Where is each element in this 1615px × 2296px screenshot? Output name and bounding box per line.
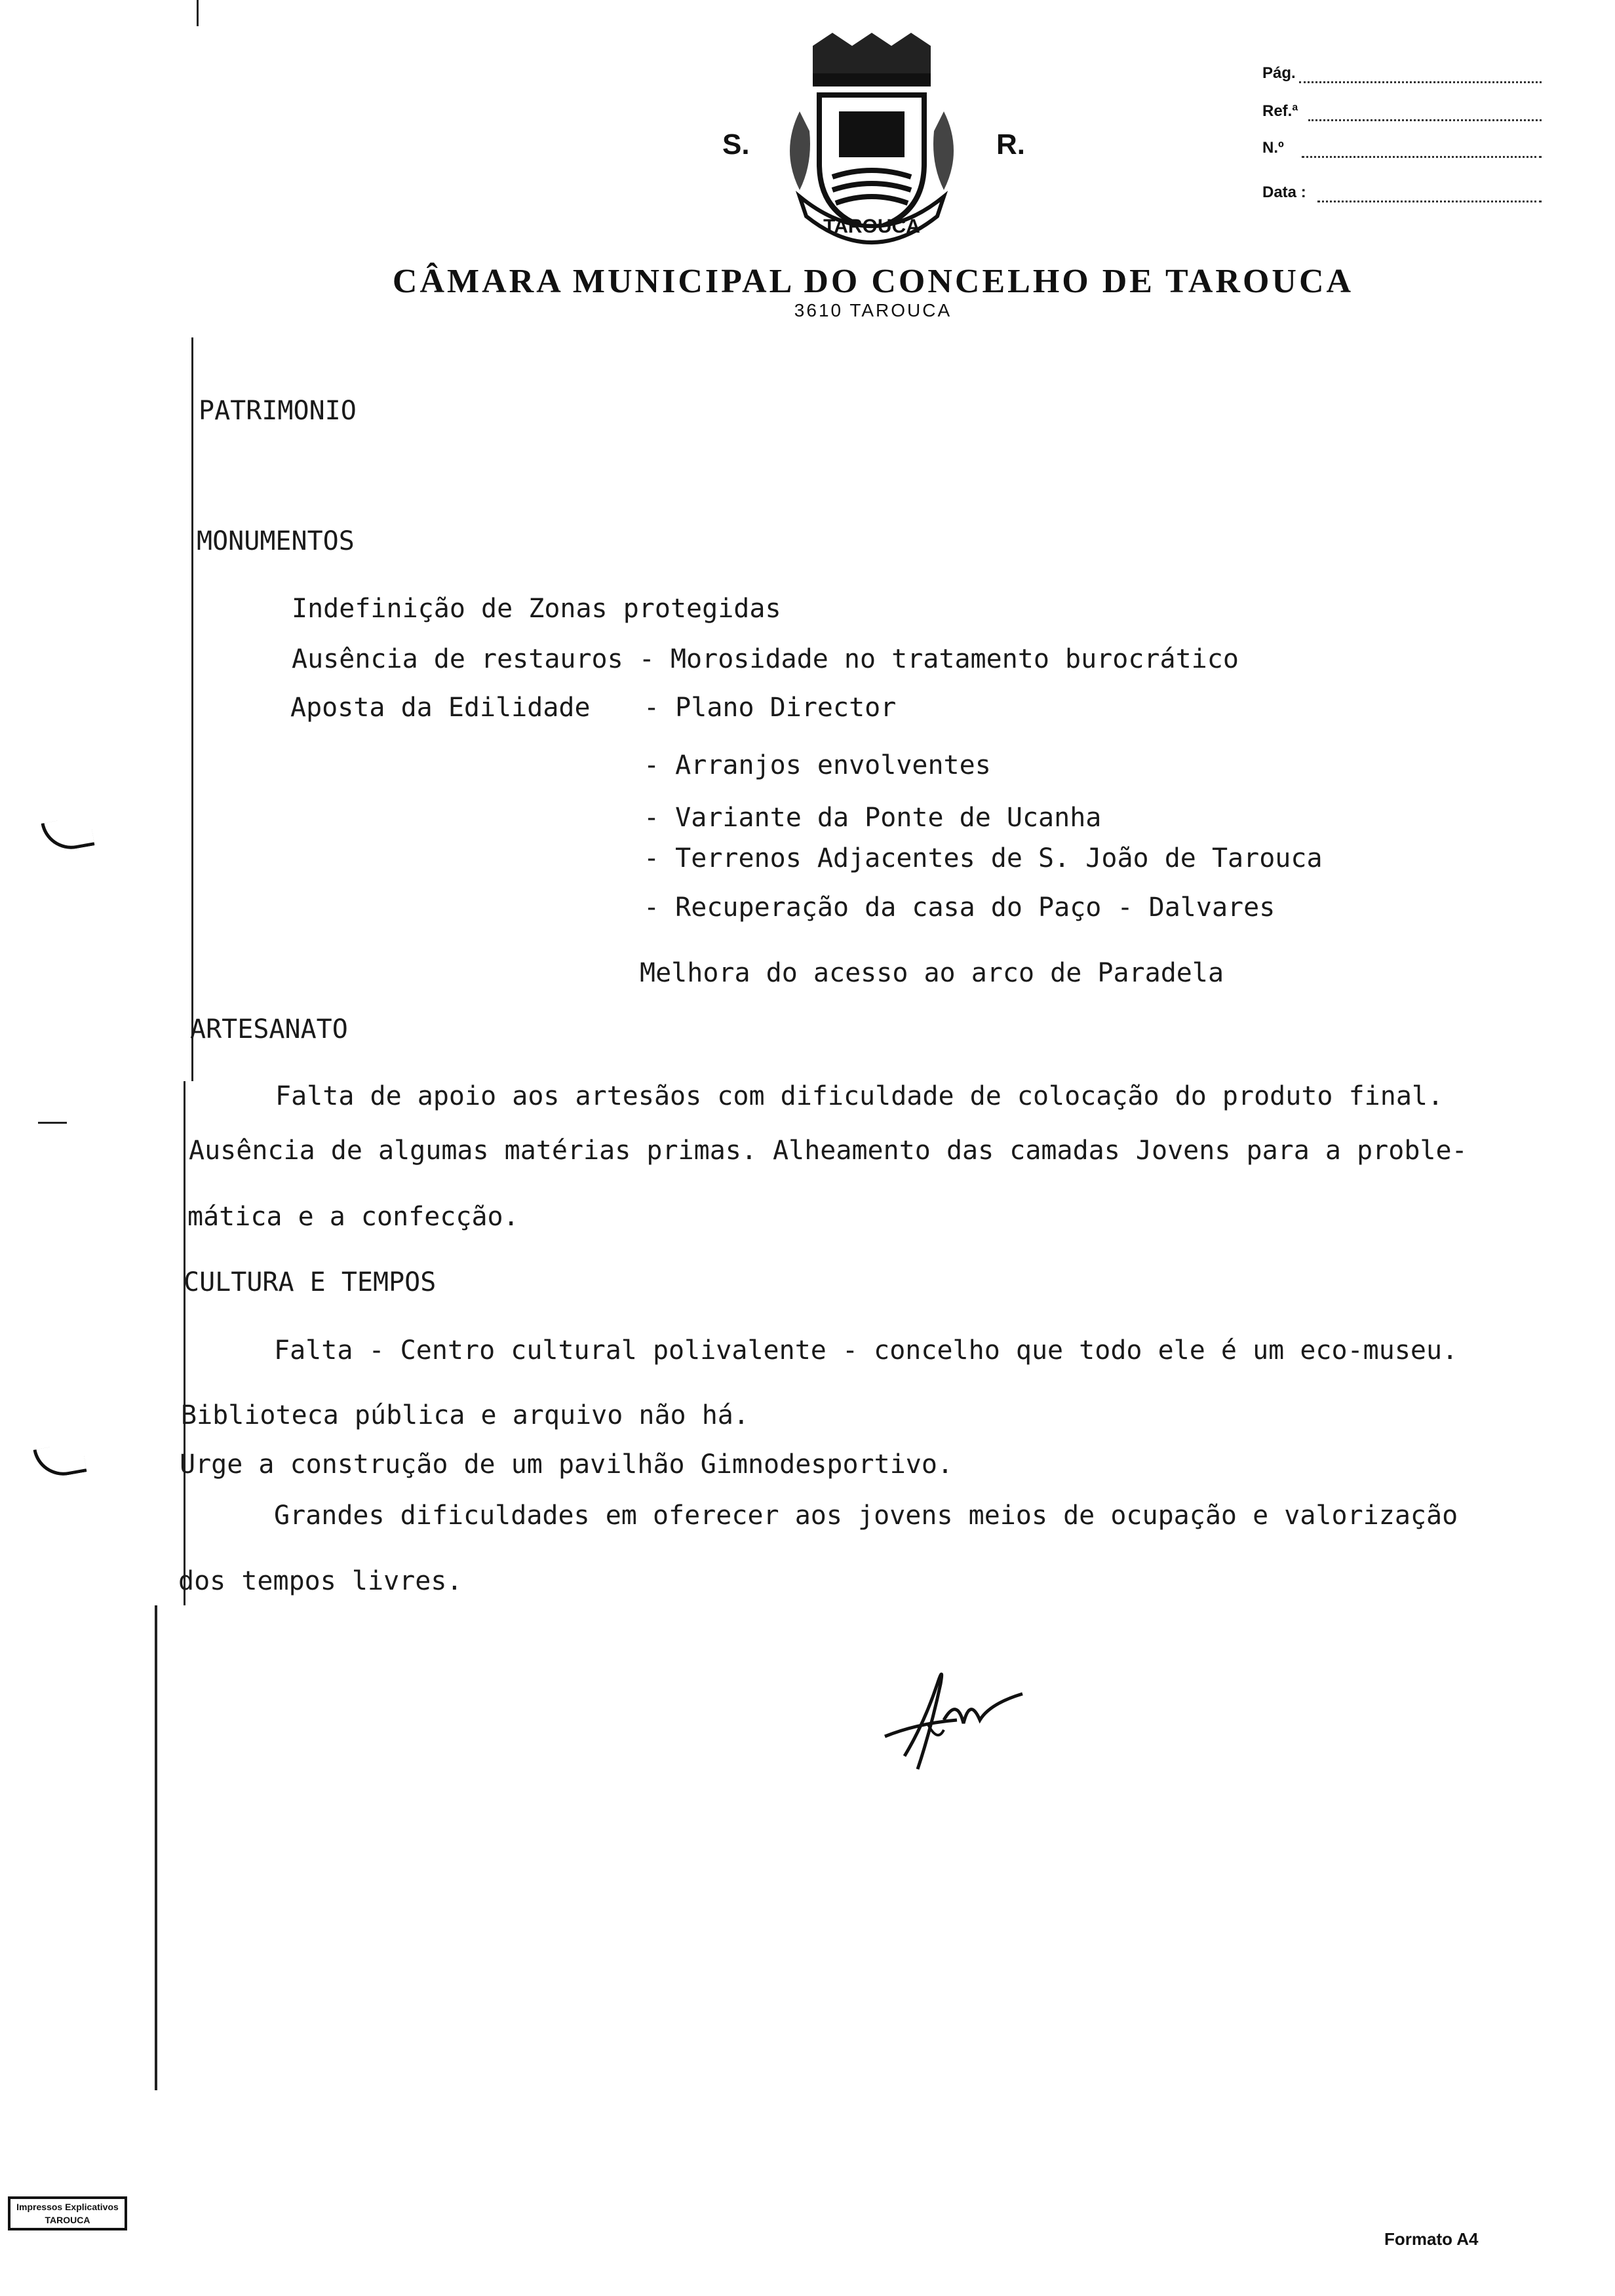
number-field-line xyxy=(1302,156,1542,158)
paper-format-label: Formato A4 xyxy=(1384,2229,1479,2249)
section-heading-patrimonio: PATRIMONIO xyxy=(199,396,357,426)
municipal-crest-icon xyxy=(773,33,970,249)
cultura-line-2: Biblioteca pública e arquivo não há. xyxy=(181,1400,749,1430)
cultura-line-3: Urge a construção de um pavilhão Gimnodesportivo. xyxy=(180,1449,954,1480)
printer-stamp-line1: Impressos Explicativos xyxy=(16,2202,119,2212)
monumentos-line-2: Ausência de restauros - Morosidade no tratamento burocrático xyxy=(292,644,1239,674)
aposta-item: Melhora do acesso ao arco de Paradela xyxy=(640,958,1224,988)
artesanato-line-3: mática e a confecção. xyxy=(187,1202,519,1232)
aposta-item: - Terrenos Adjacentes de S. João de Tarouca xyxy=(644,843,1323,873)
printer-stamp xyxy=(8,2196,127,2230)
printer-stamp-line2: TAROUCA xyxy=(45,2215,90,2225)
margin-rule-lower xyxy=(155,1605,157,2090)
cultura-line-4: Grandes dificuldades em oferecer aos jovens meios de ocupação e valorização xyxy=(274,1501,1458,1531)
cultura-line-1: Falta - Centro cultural polivalente - concelho que todo ele é um eco-museu. xyxy=(274,1335,1458,1366)
date-label: Data : xyxy=(1262,183,1306,201)
number-label: N.º xyxy=(1262,139,1284,157)
aposta-item: - Recuperação da casa do Paço - Dalvares xyxy=(644,892,1275,923)
aposta-item: - Variante da Ponte de Ucanha xyxy=(644,803,1102,833)
letter-r: R. xyxy=(996,128,1025,161)
section-heading-cultura: CULTURA E TEMPOS xyxy=(184,1267,437,1297)
council-address: 3610 TAROUCA xyxy=(794,300,952,320)
margin-rule-upper xyxy=(191,337,193,1081)
date-field-line xyxy=(1317,201,1542,202)
artesanato-line-1: Falta de apoio aos artesãos com dificuldade de colocação do produto final. xyxy=(275,1081,1444,1111)
monumentos-line-1: Indefinição de Zonas protegidas xyxy=(292,594,781,624)
handwritten-signature xyxy=(865,1658,1036,1782)
section-heading-monumentos: MONUMENTOS xyxy=(197,526,355,556)
aposta-item: - Arranjos envolventes xyxy=(644,750,991,780)
top-tick-mark xyxy=(197,0,199,26)
punch-mark-lower xyxy=(33,1442,87,1480)
ref-label: Ref.ª xyxy=(1262,102,1298,120)
ref-field-line xyxy=(1308,119,1542,121)
margin-rule-middle xyxy=(184,1081,185,1605)
cultura-line-5: dos tempos livres. xyxy=(178,1566,463,1596)
artesanato-line-2: Ausência de algumas matérias primas. Alheamento das camadas Jovens para a proble- xyxy=(189,1136,1468,1166)
aposta-item: - Plano Director xyxy=(644,693,897,723)
monumentos-line-3: Aposta da Edilidade xyxy=(290,693,591,723)
punch-mark-upper xyxy=(41,815,94,854)
page-field-line xyxy=(1299,81,1542,83)
section-heading-artesanato: ARTESANATO xyxy=(190,1014,348,1044)
fold-mark xyxy=(38,1122,67,1124)
letter-s: S. xyxy=(722,128,750,161)
council-title: CÂMARA MUNICIPAL DO CONCELHO DE TAROUCA xyxy=(392,263,1354,300)
crest-ribbon-text: TAROUCA xyxy=(823,216,920,237)
page-label: Pág. xyxy=(1262,64,1296,82)
